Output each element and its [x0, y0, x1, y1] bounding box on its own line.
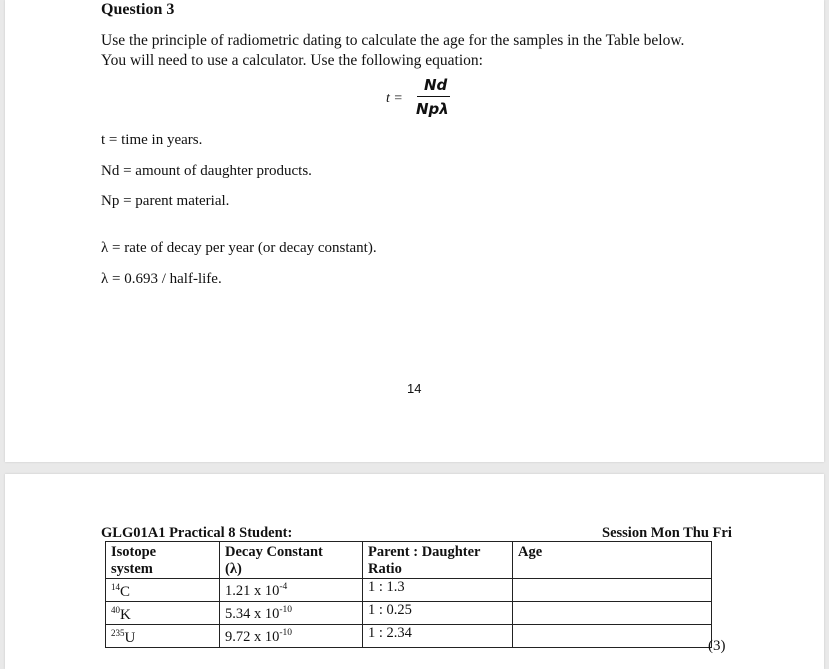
header-isotope-system: Isotope system: [106, 542, 220, 579]
equation-lhs: t =: [386, 91, 403, 106]
equation-denominator: Npλ: [416, 100, 449, 118]
page-number: 14: [407, 381, 422, 396]
table-row: [106, 579, 712, 602]
definition-lambda: λ = rate of decay per year (or decay constant).: [101, 240, 377, 256]
marks-label: (3): [708, 638, 726, 654]
header-age: Age: [513, 542, 712, 579]
decay-constant-cell: 1.21 x $10^{-4}$: [220, 579, 363, 602]
definition-nd: Nd = amount of daughter products.: [101, 163, 312, 179]
header-parent-daughter-ratio: Parent : Daughter Ratio: [363, 542, 513, 579]
age-cell[interactable]: [513, 579, 712, 602]
table-row: [106, 625, 712, 648]
definition-np: Np = parent material.: [101, 193, 230, 209]
question-title: Question 3: [101, 1, 175, 18]
equation-numerator: Nd: [424, 76, 448, 94]
isotope-cell: $^{40}$K: [106, 602, 220, 625]
decay-constant-cell: 9.72 x $10^{-10}$: [220, 625, 363, 648]
fraction-bar: [417, 96, 450, 97]
decay-constant-cell: 5.34 x $10^{-10}$: [220, 602, 363, 625]
ratio-cell: 1 : 1.3: [363, 579, 513, 602]
instructions-line-1: Use the principle of radiometric dating to calculate the age for the samples in the Table below.: [101, 32, 685, 49]
header-decay-constant: Decay Constant (λ): [220, 542, 363, 579]
instructions-line-2: You will need to use a calculator. Use the following equation:: [101, 52, 483, 69]
age-equation: [386, 73, 456, 123]
table-header-row: [106, 542, 712, 579]
isotope-cell: $^{235}$U: [106, 625, 220, 648]
definition-t: t = time in years.: [101, 132, 203, 148]
age-cell[interactable]: [513, 625, 712, 648]
age-cell[interactable]: [513, 602, 712, 625]
isotope-cell: $^{14}$C: [106, 579, 220, 602]
document-page-next: [5, 474, 824, 669]
document-page-14: [5, 0, 824, 462]
session-header: Session Mon Thu Fri: [602, 525, 732, 541]
ratio-cell: 1 : 2.34: [363, 625, 513, 648]
ratio-cell: 1 : 0.25: [363, 602, 513, 625]
isotope-table: [105, 541, 712, 648]
course-student-header: GLG01A1 Practical 8 Student:: [101, 525, 293, 541]
definition-lambda-formula: λ = 0.693 / half-life.: [101, 271, 222, 287]
table-row: [106, 602, 712, 625]
